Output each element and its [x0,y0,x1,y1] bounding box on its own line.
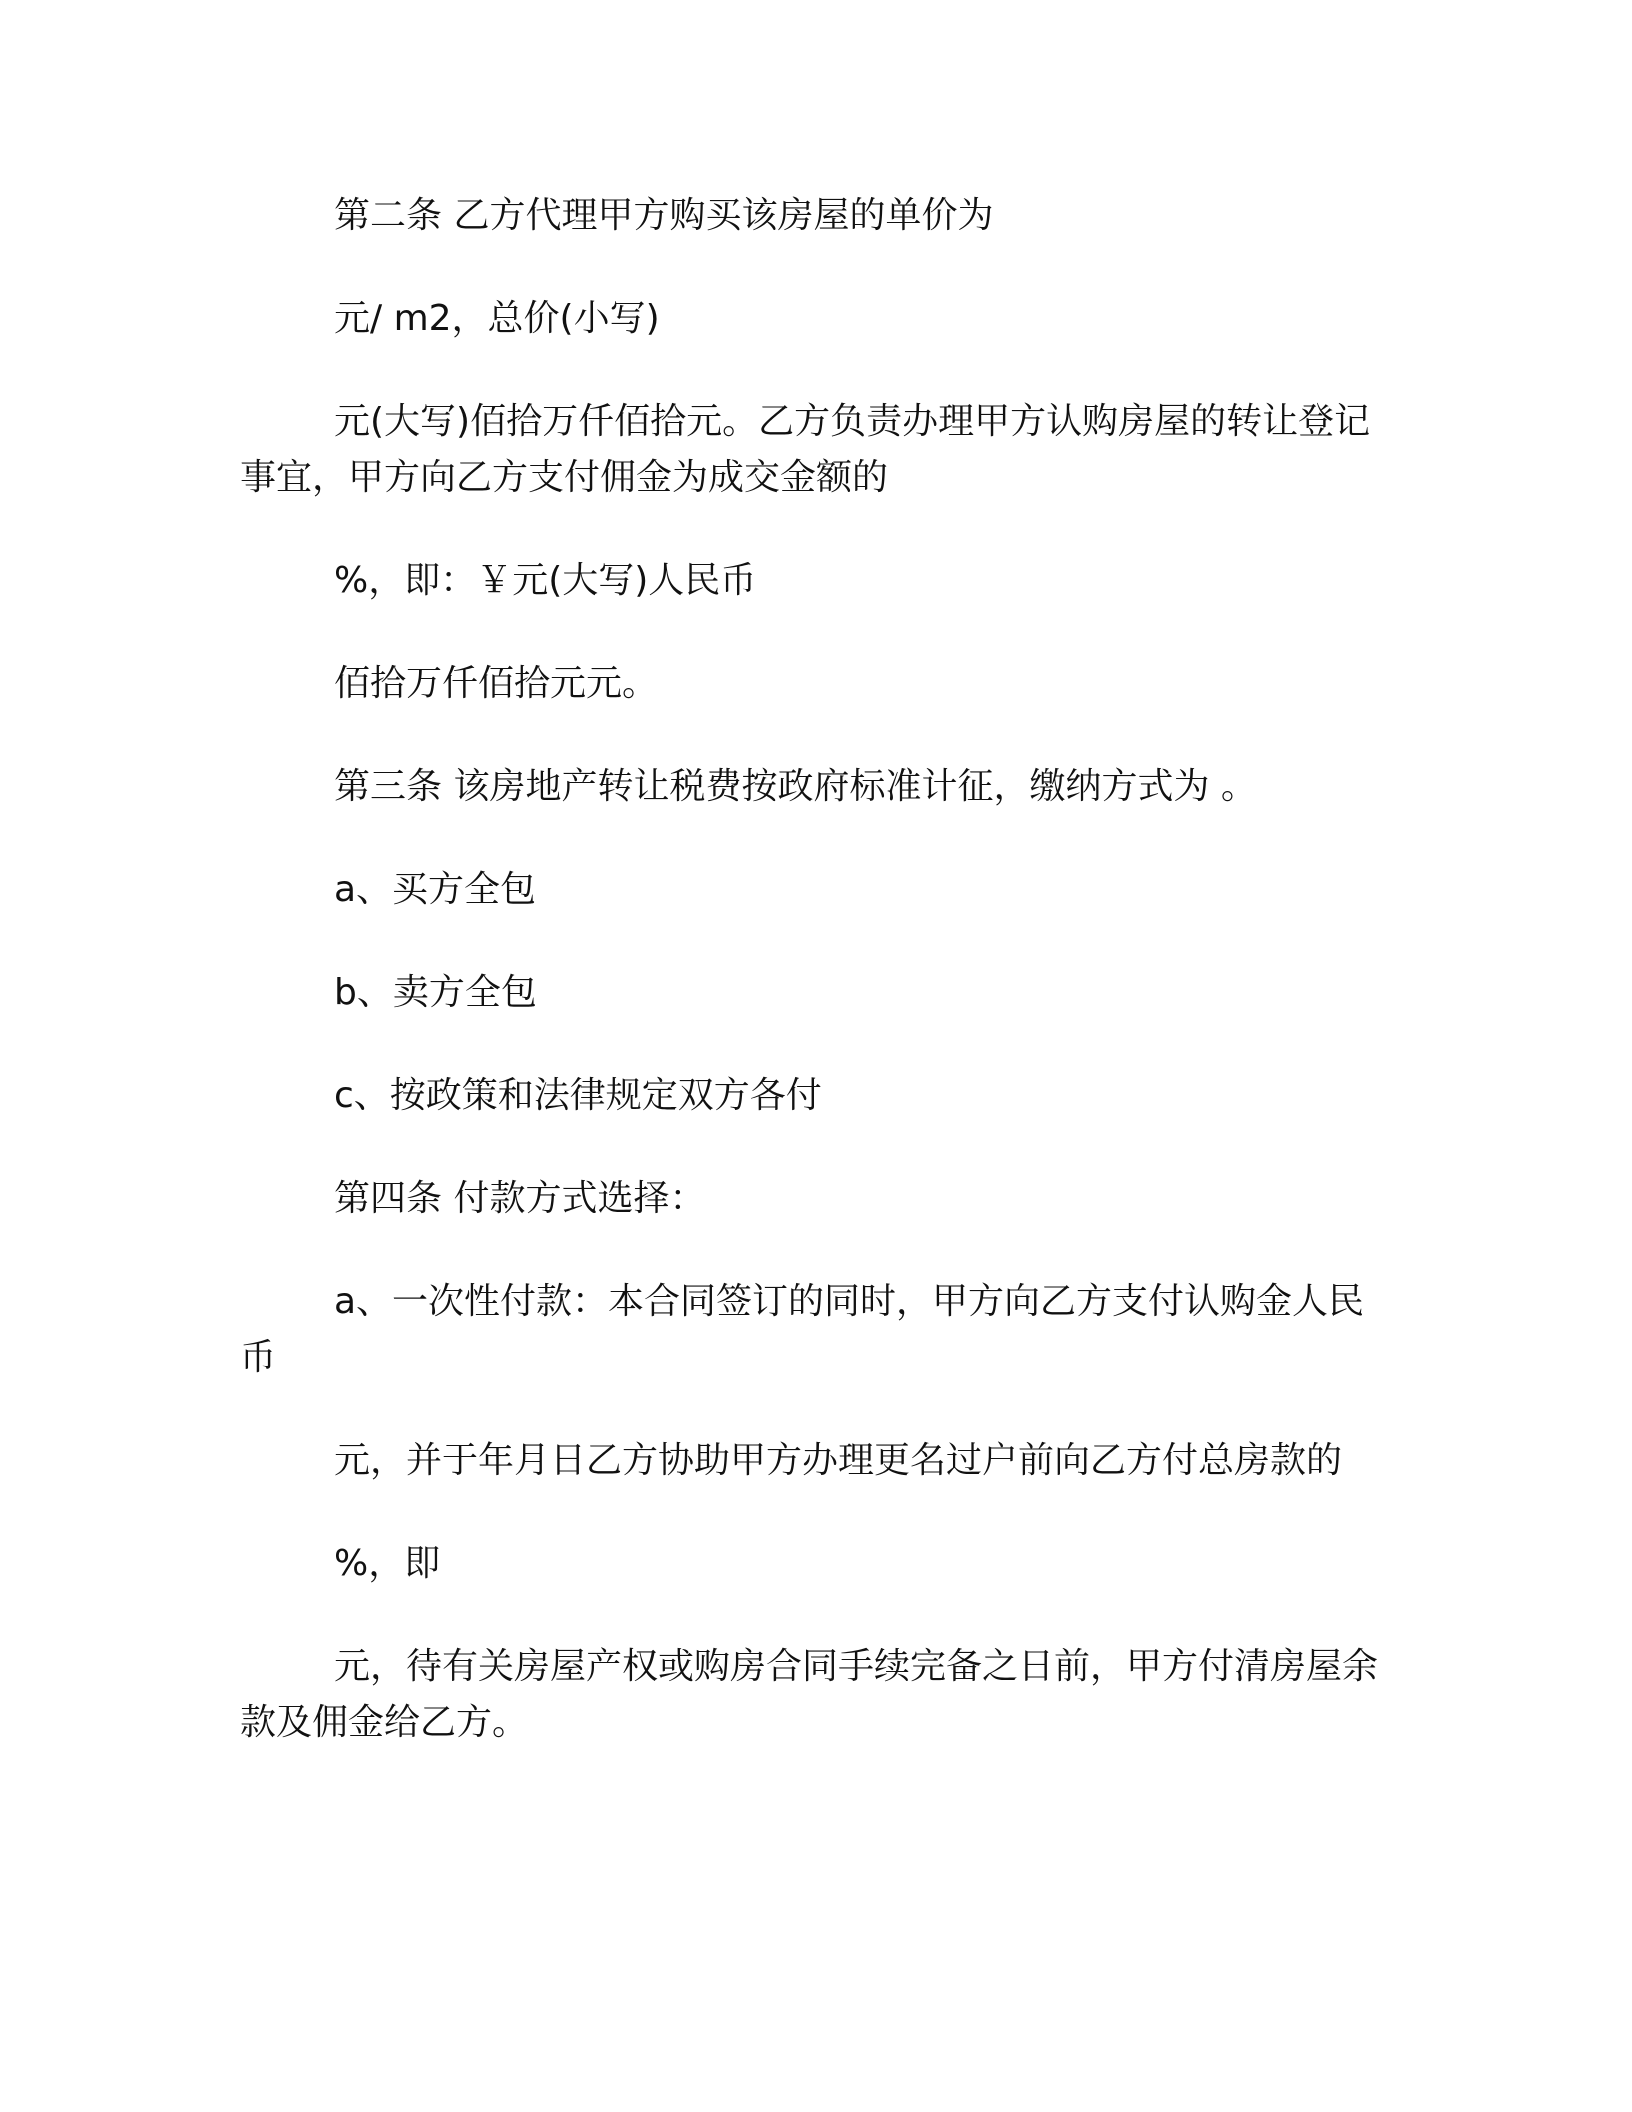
total-price-line: 元(大写)佰拾万仟佰拾元。乙方负责办理甲方认购房屋的转让登记事宜，甲方向乙方支付佣金为成交金额的 [240,401,1371,498]
clause-3-heading: 第三条 该房地产转让税费按政府标准计征，缴纳方式为 。 [334,766,1257,807]
payment-percent-line: %，即 [334,1543,441,1584]
tax-option-a: a、买方全包 [334,869,537,910]
document-body [240,188,1380,1798]
clause-2-heading: 第二条 乙方代理甲方购买该房屋的单价为 [334,195,994,236]
commission-amount-line: 佰拾万仟佰拾元元。 [334,663,659,704]
payment-option-a: a、一次性付款：本合同签订的同时，甲方向乙方支付认购金人民币 [240,1281,1365,1378]
commission-line: %，即：￥元(大写)人民币 [334,560,757,601]
tax-option-b: b、卖方全包 [334,972,537,1013]
payment-balance-line: 元，待有关房屋产权或购房合同手续完备之日前，甲方付清房屋余款及佣金给乙方。 [240,1646,1379,1743]
tax-option-c: c、按政策和法律规定双方各付 [334,1075,822,1116]
payment-transfer-line: 元，并于年月日乙方协助甲方办理更名过户前向乙方付总房款的 [334,1440,1343,1481]
unit-price-line: 元/ m2，总价(小写) [334,298,660,339]
clause-4-heading: 第四条 付款方式选择： [334,1178,706,1219]
